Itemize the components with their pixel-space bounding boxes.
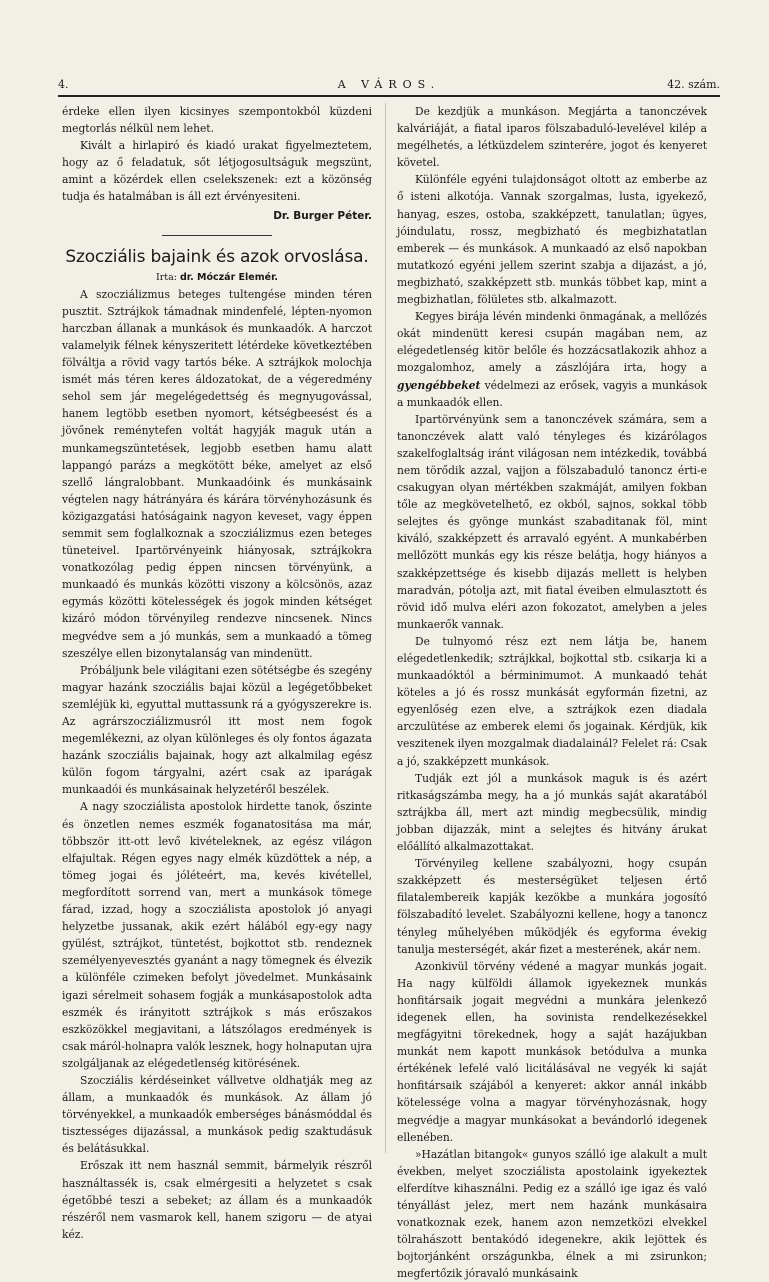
paragraph: A nagy szocziálista apostolok hirdette tanok, őszinte és önzetlen nemes eszmék foganatositása ma már, többször itt-ott levő kivételeknek, az egész világon elfajultak. Régen egyes nagy elmék küzdöttek a nép, a tömeg jogai és jóléteért, ma, kevés kivétellel, megfordított sorrend van, mert a munkások tömege fárad, izzad, hogy a szocziálista apostolok jó anyagi helyzetbe jussanak, akik ezért hálából egy-egy nagy gyülést, sztrájkot, tüntetést, bojkottot stb. rendeznek személyenyevesztés gyanánt a nagy tömegnek és élvezik a különféle czimeken befolyt jövedelmet. Munkásaink igazi sérelmeit sohasem fogják a munkásapostolok adta eszmék és irányitott sztrájkok s más erőszakos eszközökkel megjavitani, a látszólagos eredmények is csak máról-holnapra valók lesznek, hogy holnaputan ujra szolgáljanak az elégedetlenség kitörésének. [62,800,372,1070]
paragraph-text: védelmezi az erősek, vagyis a munkások a munkaadók ellen. [397,378,708,409]
paragraph: Szocziális kérdéseinket vállvetve oldhatják meg az állam, a munkaadók és munkások. Az állam jó törvényekkel, a munkaadók emberséges bánásmóddal és tisztességes dijazással, a munkások pedig szaktudásuk és belátásukkal. [62,1073,372,1156]
right-column [397,103,708,1281]
paragraph: Ipartörvényünk sem a tanonczévek számára, sem a tanonczévek alatt való tényleges és kizárólagos szakelfoglaltság iránt világosan nem intézkedik, továbbá nem törődik azzal, vajjon a fölszabaduló tanoncz érti-e csakugyan olyan mértékben szakmáját, amilyen fokban tőle az megkövetelhető, ez okból, sajnos, sokkal több selejtes és gyönge munkást szabaditanak föl, mint kiváló, szakképzett és arravaló egyént. A munkabérben mellőzött munkás egy kis része belátja, hogy hiányos a szakképzettsége és kisebb dijazás mellett is helyben maradván, pótolja azt, mit fiatal éveiben elmulasztott és rövid idő mulva eléri azon fokozatot, amelyben a jeles munkaerők vannak. [397,412,707,631]
emphasized-word: gyengébbeket [397,378,481,392]
byline-author: dr. Móczár Elemér. [179,271,279,283]
paragraph: Azonkivül törvény védené a magyar munkás jogait. Ha nagy külföldi államok igyekeznek munkás honfitársaik jogait megvédni a munkára jelenkező idegenek ellen, ha sovinista rendelkezésekkel megfágyitni törekednek, hogy a saját hazájukban munkát nem kapott munkások betódulva a munka értékének lefelé való licitálásával ne vegyék ki saját honfitársaik szájából a kenyeret: akkor annál inkább kötelessége volna a magyar törvényhozásnak, hogy megvédje a magyar munkásokat a bevándorló idegenek ellenében. [397,959,707,1144]
article-separator [162,235,272,236]
issue-number: 42. szám. [667,78,720,91]
paragraph: »Hazátlan bitangok« gunyos szálló ige alakult a mult években, melyet szocziálista apostolaink igyekeztek elferdítve kihasználni. Pedig ez a szálló ige igaz és való tényállást jelez, mert nem hazánk munkásaira vonatkoznak ezek, hanem azon nemzetközi elvekkel tölrahászott bentakódó idegenekre, akik lejöttek és bojtorjánként országunkba, élnek a mi zsirunkon; megfertőzik jóravaló munkásaink [397,1147,707,1281]
paragraph: Kivált a hirlapiró és kiadó urakat figyelmeztetem, hogy az ő feladatuk, sőt létjogosultságuk megszünt, amint a közérdek ellen cselekszenek: ezt a közönség tudja és hatalmában is áll ezt érvényesiteni. [62,139,372,204]
page-header [58,76,720,94]
paragraph-text: Kegyes birája lévén mindenki önmagának, a mellőzés okát mindenütt keresi csupán magában nem, az elégedetlenség kitör belőle és hozzácsatlakozik ahhoz a mozgalomhoz, amely a zászlójára irta, hogy a [397,310,707,375]
paragraph: Erőszak itt nem használ semmit, bármelyik részről használtassék is, csak elmérgesiti a helyzetet s csak égetőbbé teszi a sebeket; az állam és a munkaadók részéről nem vasmarok kell, hanem szigoru — de atyai kéz. [62,1159,372,1241]
page-number: 4. [58,78,69,91]
byline [62,270,372,286]
signature: Dr. Burger Péter. [273,209,372,222]
paragraph: érdeke ellen ilyen kicsinyes szempontokból küzdeni megtorlás nélkül nem lehet. [62,105,372,136]
byline-prefix: Irta: [155,271,177,283]
paragraph: De tulnyomó rész ezt nem látja be, hanem elégedetlenkedik; sztrájkkal, bojkottal stb. csikarja ki a munkaadóktól a bérminimumot. A munkaadó tehát köteles a jó és rossz munkását egyformán fizetni, az egyenlőség ezen elve, a sztrájkok ezen diadala arczulütése az emberek elemi ős jogainak. Kérdjük, kik veszitenek ilyen mozgalmak diadalainál? Felelet rá: Csak a jó, szakképzett munkások. [397,634,707,768]
paragraph [397,308,707,411]
header-rule [58,95,720,97]
left-column [62,103,372,1241]
paragraph: A szocziálizmus beteges tultengése minden téren pusztit. Sztrájkok támadnak mindenfelé, lépten-nyomon harczban állanak a munkások és munkaadók. A harczot valamelyik félnek kényszeritett létérdeke következtében fölváltja a rövid vagy tartós béke. A sztrájkok molochja ismét más téren keres áldozatokat, de a végeredmény sehol sem jár megelégedettség és megnyugovással, hanem legtöbb esetben nyomort, kétségbeesést és a jövőnek reménytefen voltát hagyják maguk után a munkamegszüntetések, legjobb esetben hamu alatt lappangó parázs a megkötött béke, amelyet az első szellő lángralobbant. Munkaadóink és munkásaink végtelen nagy hátrányára és kárára törvényhozásunk és közigazgatási hatóságaink nagyon keveset, vagy éppen semmit sem foglalkoznak a szocziálizmus ezen beteges tüneteivel. Ipartörvényeink hiányosak, sztrájkokra vonatkozólag pedig éppen nincsen törvényünk, a munkaadó és munkás közötti viszony a kölcsönös, azaz egymás közötti kötelességek és jogok minden kétséget kizáró módon törvényileg rendezve nincsenek. Nincs megvédve sem a jó munkás, sem a munkaadó a tömeg szeszélye ellen bizonytalanság van mindenütt. [62,287,372,660]
paragraph: Különféle egyéni tulajdonságot oltott az emberbe az ő isteni alkotója. Vannak szorgalmas, lusta, igyekező, hanyag, eszes, ostoba, szakképzett, tanulatlan; ügyes, jóindulatu, rossz, megbizható és megbizhatatlan emberek — és munkások. A munkaadó az első napokban mutatkozó egyéni jellem szerint szabja a dijazást, a jó, megbizható, szakképzett stb. munkás többet kap, mint a megbizhatlan, fölületes stb. alkalmazott. [397,173,707,307]
paragraph: Tudják ezt jól a munkások maguk is és azért ritkaságszámba megy, ha a jó munkás saját akaratából sztrájkba áll, mert azt mindig megbecsülik, mindig jobban dijazzák, mint a selejtes és hitvány árukat előállító alkalmazottakat. [397,771,707,854]
article-title: Szocziális bajaink és azok orvoslása. [65,246,369,267]
paragraph: Törvényileg kellene szabályozni, hogy csupán szakképzett és mesterségüket teljesen értő filatalembereik kapják kezökbe a munkára jogosító fölszabadító levelet. Szabályozni kellene, hogy a tanoncz tényleg műhelyében működjék és egyforma évekig tanulja mesterségét, akár fizet a mesterének, akár nem. [397,857,707,956]
paragraph: De kezdjük a munkáson. Megjárta a tanonczévek kalváriáját, a fiatal iparos fölszabaduló-levelével kilép a megélhetés, a létküzdelem szinterére, jogot és kenyeret követel. [397,105,707,170]
paragraph: Próbáljunk bele világitani ezen sötétségbe és szegény magyar hazánk szocziális bajai közül a legégetőbbeket szemléjük ki, egyuttal muttassunk rá a gyógyszerekre is. Az agrárszocziálizmusról itt most nem fogok megemlékezni, az olyan különleges és oly fontos ágazata hazánk szocziális bajainak, hogy azt alkalmilag egész külön fogom tárgyalni, azért csak az iparágak munkaadói és munkásainak helyzetéről beszélek. [62,663,372,797]
newspaper-title: A VÁROS. [337,78,441,91]
column-divider [385,103,386,1153]
